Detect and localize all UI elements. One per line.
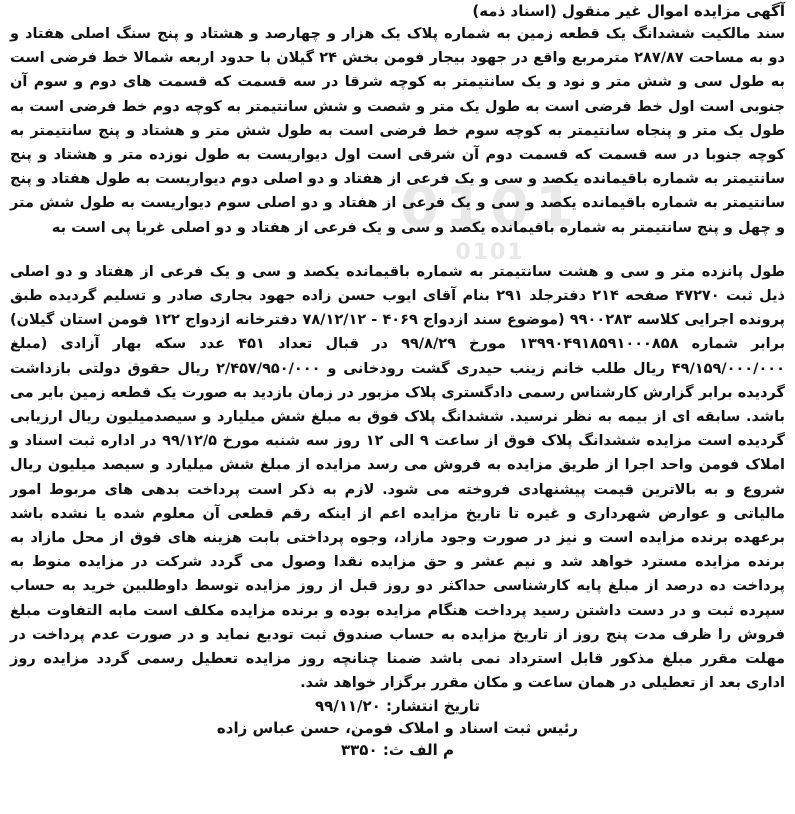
notice-title: آگهی مزایده اموال غیر منقول (اسناد ذمه) — [472, 2, 785, 20]
publish-date: تاریخ انتشار: ۹۹/۱۱/۲۰ — [314, 697, 481, 716]
watermark-sub-text: 0101 — [455, 240, 525, 265]
auction-notice — [10, 0, 785, 814]
signatory: رئیس ثبت اسناد و املاک فومن، حسن عباس زاده — [216, 719, 579, 738]
watermark-main-text: 0101 — [400, 175, 580, 240]
reference-number: م الف ث: ۳۳۵۰ — [341, 741, 454, 760]
notice-paragraph-auction-terms: طول پانزده متر و سی و هشت سانتیمتر به شماره باقیمانده یکصد و سی و یک فرعی از هفتاد و دو اصلی ذیل ثبت ۴۷۲۷۰ صفحه ۲۱۴ دفترجلد ۲۹۱ بنام آقای ایوب حسن زاده جهود بجاری صادر و تسلیم گردیده طبق پرونده اجرایی کلاسه ۹۹۰۰۲۸۳ (موضوع سند ازدواج ۴۰۶۹ - ۷۸/۱۲/۱۲ دفترخانه ازدواج ۱۲۲ فومن استان گیلان) برابر شماره ۱۳۹۹۰۴۹۱۸۵۹۱۰۰۰۸۵۸ مورخ ۹۹/۸/۲۹ در قبال تعداد ۴۵۱ عدد سکه بهار آزادی (مبلغ ۴۹/۱۵۹/۰۰۰/۰۰۰ ریال طلب خانم زینب حیدری گشت رودخانی و ۲/۴۵۷/۹۵۰/۰۰۰ ریال حقوق دولتی بازداشت گردیده برابر گزارش کارشناس رسمی دادگستری پلاک مزبور در زمان بازدید به صورت یک قطعه زمین بایر می باشد. سابقه ای از بیمه به نظر نرسید. ششدانگ پلاک فوق به مبلغ شش میلیارد و سیصدمیلیون ریال ارزیابی گردیده است مزایده ششدانگ پلاک فوق از ساعت ۹ الی ۱۲ روز سه شنبه مورخ ۹۹/۱۲/۵ در اداره ثبت اسناد و املاک فومن واحد اجرا از طریق مزایده به فروش می رسد مزایده از مبلغ شش میلیارد و سیصد میلیون ریال شروع و به بالاترین قیمت پیشنهادی فروخته می شود. لازم به ذکر است پرداخت بدهی های مربوط امور مالیاتی و عوارض شهرداری و غیره تا تاریخ مزایده اعم از اینکه رقم قطعی آن معلوم شده یا نشده باشد برعهده برنده مزایده است و نیز در صورت وجود مازاد، وجوه پرداختی بابت هزینه های فوق از محل مازاد به برنده مزایده مسترد خواهد شد و نیم عشر و حق مزایده نقدا وصول می گردد شرکت در مزایده منوط به پرداخت ده درصد از مبلغ پایه کارشناسی حداکثر دو روز قبل از روز مزایده توسط داوطلبین خرید به حساب سپرده ثبت و در دست داشتن رسید پرداخت هنگام مزایده بوده و برنده مزایده مکلف است مابه التفاوت مبلغ فروش را ظرف مدت پنج روز از تاریخ مزایده به حساب صندوق ثبت تودیع نماید و در صورت عدم پرداخت در مهلت مقرر مبلغ مذکور قابل استرداد نمی باشد ضمنا چنانچه روز مزایده تعطیل رسمی گردد مزایده روز اداری بعد از تعطیلی در همان ساعت و مکان مقرر برگزار خواهد شد. — [10, 263, 786, 692]
notice-paragraph-property-description: سند مالکیت ششدانگ یک قطعه زمین به شماره پلاک یک هزار و چهارصد و هشتاد و پنج سنگ اصلی هفتاد و دو به مساحت ۲۸۷/۸۷ مترمربع واقع در جهود بیجار فومن بخش ۲۴ گیلان با حدود اربعه شمالا خط فرضی است به طول سی و شش متر و نود و یک سانتیمتر به کوچه شرقا در سه قسمت که قسمت های دوم و سوم آن جنوبی است اول خط فرضی است به طول یک متر و شصت و شش سانتیمتر به کوچه دوم خط فرضی است به طول یک متر و پنجاه سانتیمتر به کوچه سوم خط فرضی است به طول شش متر و هشتاد و پنج سانتیمتر به کوچه جنوبا در سه قسمت که قسمت دوم آن شرقی است اول دیواریست به طول نوزده متر و هشتاد و پنج سانتیمتر به شماره باقیمانده یکصد و سی و یک فرعی از هفتاد و دو اصلی دوم دیواریست به طول هفتاد و پنج سانتیمتر به شماره باقیمانده یکصد و سی و یک فرعی از هفتاد و دو اصلی سوم دیواریست به طول شش متر و چهل و پنج سانتیمتر به شماره باقیمانده یکصد و سی و یک فرعی از هفتاد و دو اصلی غربا پی است به — [10, 26, 785, 236]
